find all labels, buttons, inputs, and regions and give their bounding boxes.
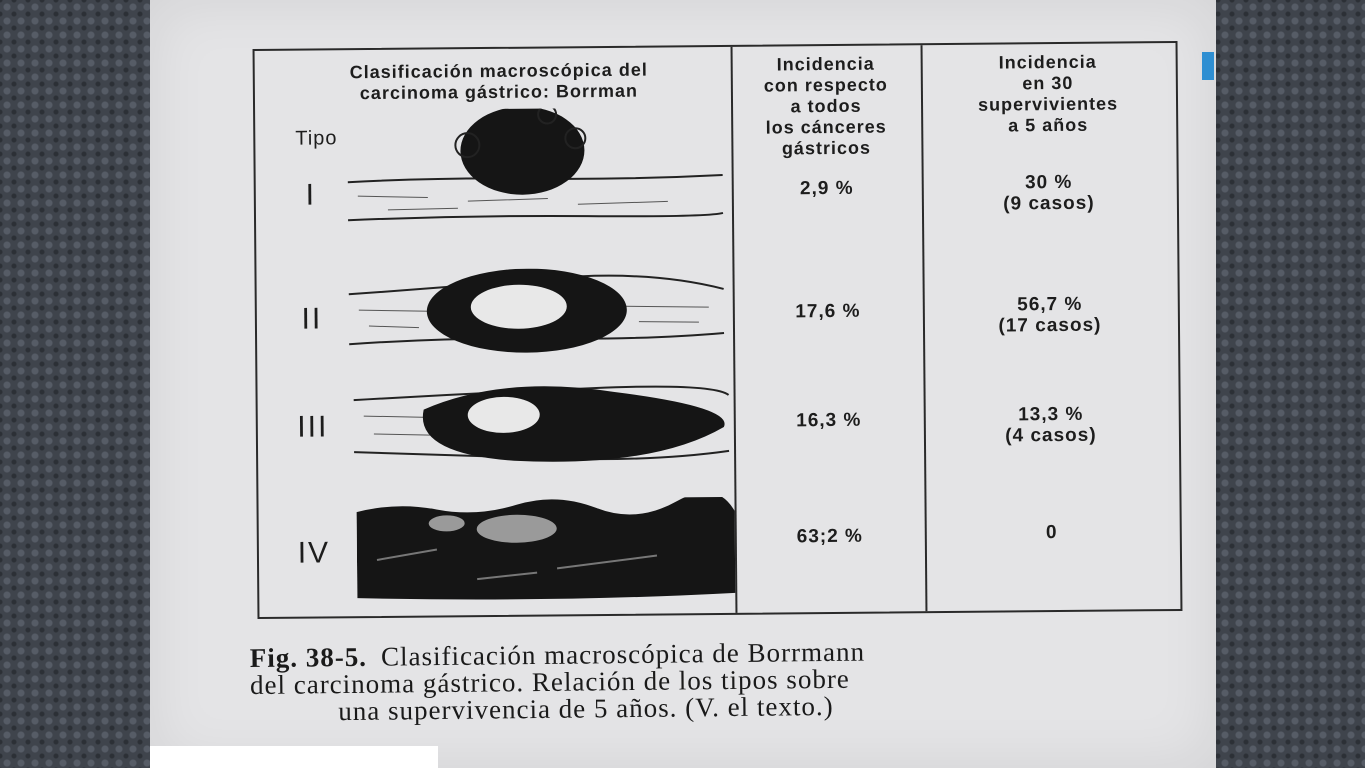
caption-line-2: del carcinoma gástrico. Relación de los tipos sobre — [249, 663, 850, 701]
caption-line-3: una supervivencia de 5 años. (V. el texto.) — [338, 690, 834, 727]
figure-number: Fig. 38-5. — [249, 641, 368, 674]
incidence-value: 17,6 % — [795, 300, 861, 323]
ulcer-circumscribed-icon — [348, 267, 729, 360]
incidence-value: 63;2 % — [796, 525, 863, 548]
type-label: I — [305, 178, 317, 212]
tipo-label: Tipo — [295, 127, 338, 150]
diffuse-infiltration-icon — [356, 497, 737, 605]
caption-line-1: Clasificación macroscópica de Borrmann — [380, 636, 866, 672]
incidence-value: 16,3 % — [796, 409, 862, 432]
slide-footer-box — [150, 746, 438, 768]
type-label: IV — [297, 536, 331, 570]
header-incidence: Incidencia con respecto a todos los cánceres gástricos — [763, 53, 888, 159]
survival-value: 56,7 % (17 casos) — [998, 293, 1102, 337]
survival-value: 13,3 % (4 casos) — [1005, 403, 1097, 447]
survival-value: 0 — [1045, 522, 1058, 544]
ulcer-infiltrative-icon — [353, 377, 734, 470]
slide-accent-marker — [1202, 52, 1214, 80]
type-label: III — [297, 410, 329, 444]
type-label: II — [301, 302, 323, 336]
figure-caption — [250, 635, 1211, 726]
borrmann-classification-table — [253, 41, 1183, 619]
survival-value: 30 % (9 casos) — [1003, 171, 1095, 215]
incidence-value: 2,9 % — [799, 177, 854, 200]
header-survivors: Incidencia en 30 supervivientes a 5 años — [977, 51, 1119, 136]
header-classification: Clasificación macroscópica del carcinoma gástrico: Borrman — [349, 59, 648, 104]
polypoid-mass-icon — [347, 107, 728, 230]
